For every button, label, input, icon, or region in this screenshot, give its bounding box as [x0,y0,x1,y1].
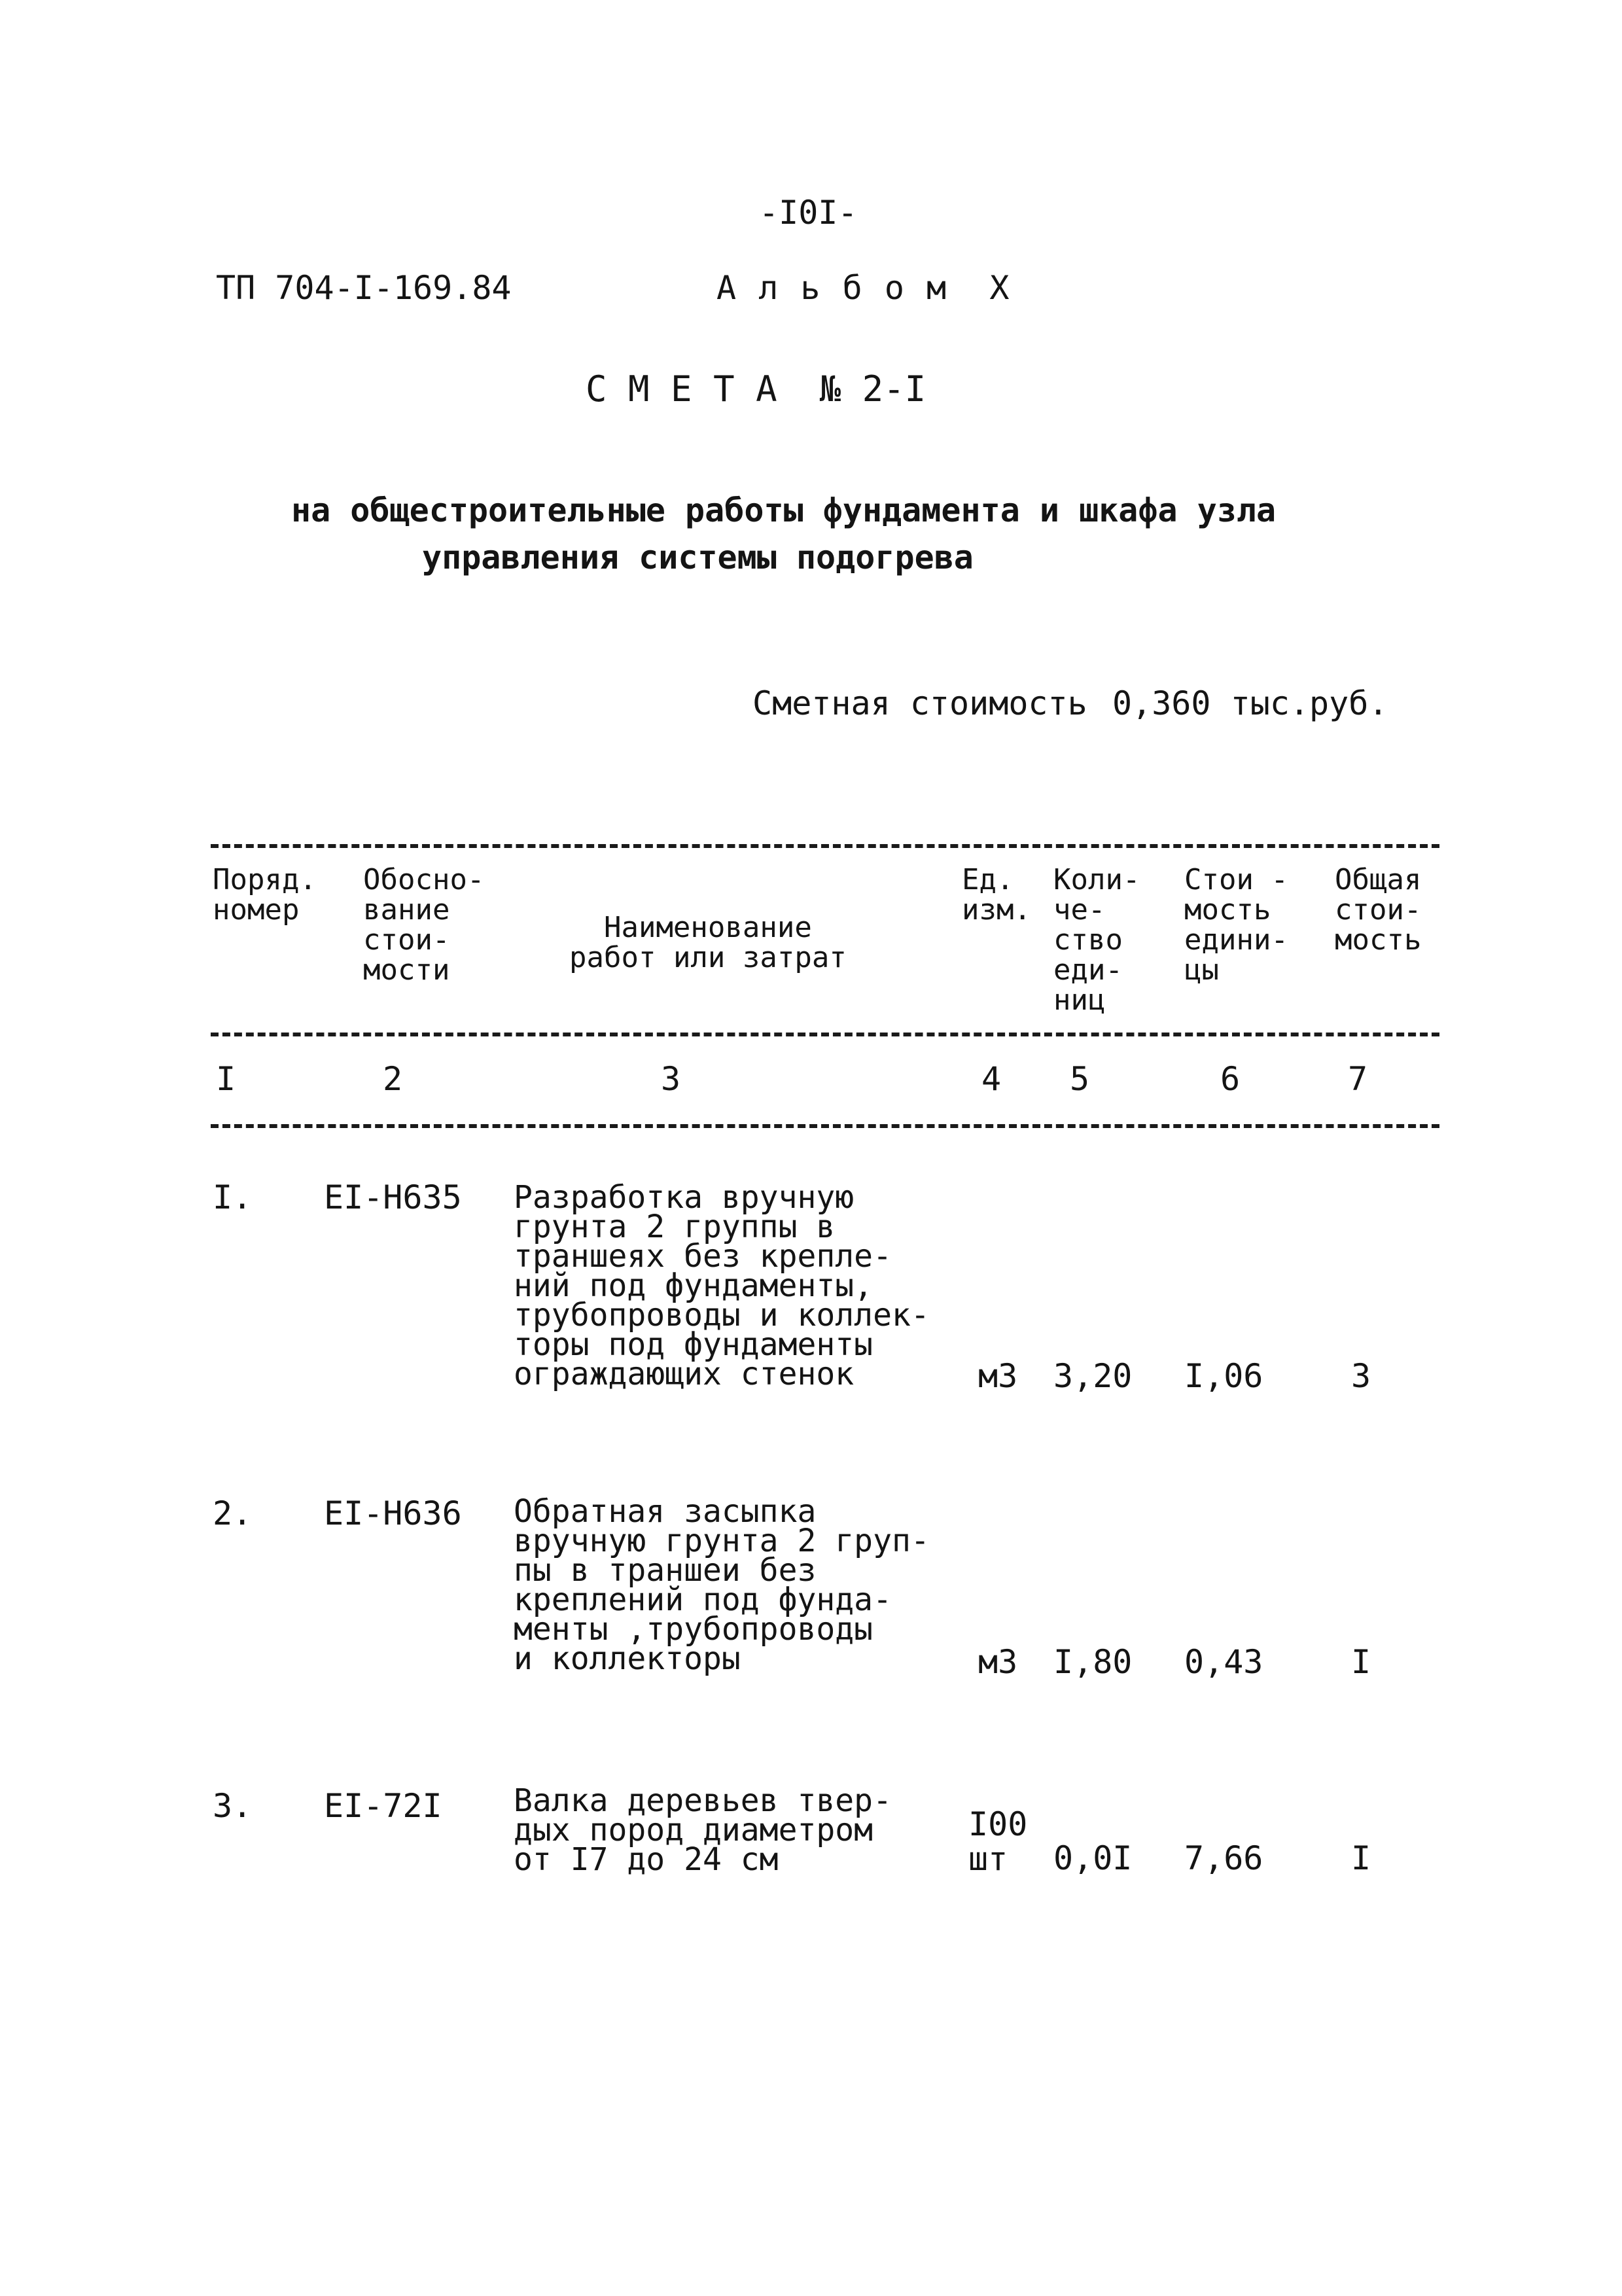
row-basis: EI-H636 [324,1494,462,1532]
table-top-rule [211,844,1439,848]
row-unit: I00 шт [968,1805,1028,1878]
row-unit-cost: 0,43 [1184,1643,1263,1681]
row-total: 3 [1351,1357,1371,1395]
column-number-4: 4 [981,1060,1002,1098]
document-code: ТП 704-I-169.84 [216,269,512,307]
column-number-6: 6 [1220,1060,1241,1098]
column-number-5: 5 [1070,1060,1090,1098]
row-description: Обратная засыпка вручную грунта 2 груп- пы в траншеи без креплений под фунда- менты ,трубопроводы и коллекторы [514,1493,930,1677]
subtitle-line-2: управления системы подогрева [422,539,974,576]
row-quantity: 3,20 [1053,1357,1133,1395]
header-unit: Ед. изм. [962,863,1031,927]
album-label: А л ь б о м X [716,269,1011,307]
estimated-cost-value: 0,360 тыс.руб. [1112,684,1388,722]
table-header-rule [211,1033,1439,1036]
row-basis: EI-H635 [324,1178,462,1216]
header-order-number: Поряд. номер [213,863,317,927]
header-total-cost: Общая стои- мость [1335,863,1422,957]
document-title: С М Е Т А № 2-I [586,368,926,410]
row-number: 3. [213,1787,253,1825]
subtitle-line-1: на общестроительные работы фундамента и шкафа узла [291,491,1277,529]
column-number-1: I [216,1060,236,1098]
row-unit-cost: I,06 [1184,1357,1263,1395]
column-number-3: 3 [661,1060,681,1098]
row-unit-cost: 7,66 [1184,1839,1263,1877]
row-description: Валка деревьев твер- дых пород диаметром от I7 до 24 см [514,1782,892,1878]
row-quantity: 0,0I [1053,1839,1133,1877]
row-quantity: I,80 [1053,1643,1133,1681]
page-number: -I0I- [759,194,858,232]
row-number: 2. [213,1494,253,1532]
row-description: Разработка вручную грунта 2 группы в траншеях без крепле- ний под фундаменты, трубопроводы и коллек- торы под фундаменты ограждающих стенок [514,1179,930,1392]
row-basis: EI-72I [324,1787,442,1825]
row-total: I [1351,1643,1371,1681]
table-column-number-rule [211,1124,1439,1128]
row-unit: м3 [978,1643,1018,1681]
header-unit-cost: Стои - мость едини- цы [1184,863,1288,987]
row-total: I [1351,1839,1371,1877]
row-unit: м3 [978,1357,1018,1395]
column-number-7: 7 [1348,1060,1368,1098]
column-number-2: 2 [383,1060,403,1098]
header-quantity: Коли- че- ство еди- ниц [1053,863,1140,1017]
header-name-of-works: Наименование работ или затрат [569,911,847,974]
estimated-cost-label: Сметная стоимость [752,684,1087,722]
header-basis: Обосно- вание стои- мости [363,863,485,987]
row-number: I. [213,1178,253,1216]
